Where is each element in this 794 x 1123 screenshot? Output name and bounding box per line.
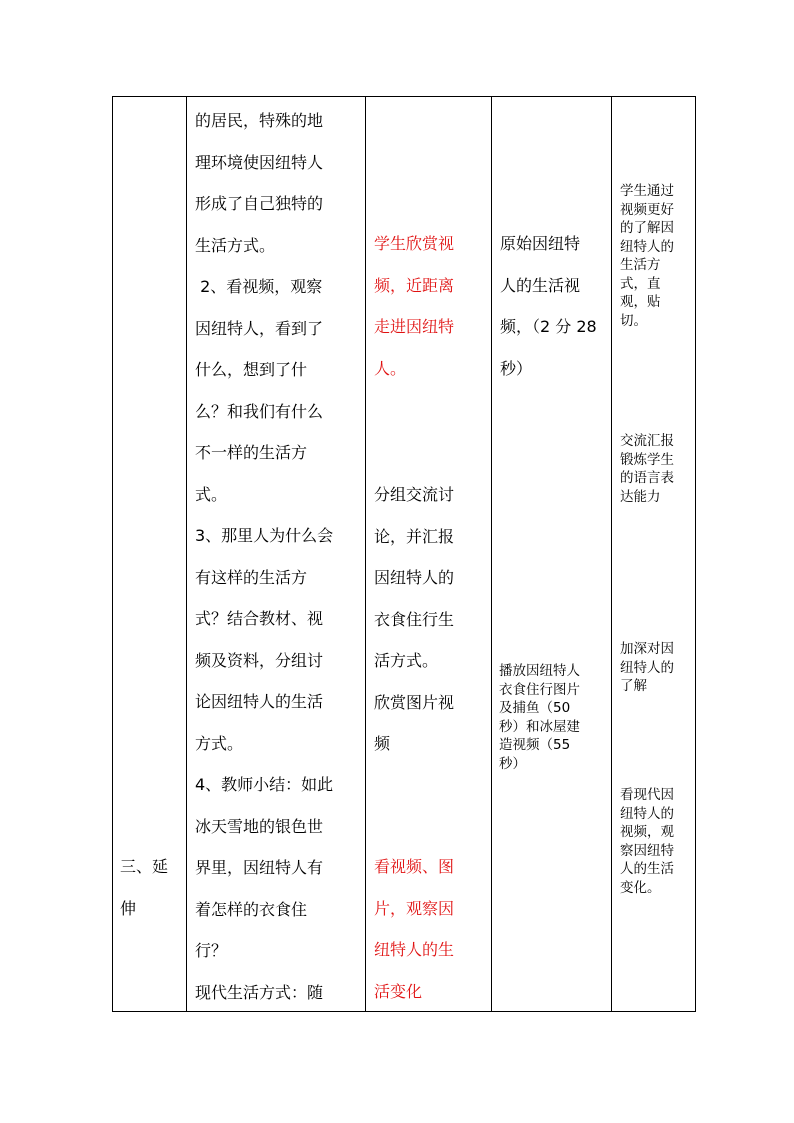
column-divider <box>491 97 492 1011</box>
intent-observe-modern-life: 看现代因 纽特人的 视频，观 察因纽特 人的生活 变化。 <box>620 787 674 896</box>
student-activity-watch-video: 学生欣赏视 频，近距离 走进因纽特 人。 <box>374 234 455 378</box>
stage-label: 三、延 伸 <box>120 857 169 918</box>
column-divider <box>365 97 366 1011</box>
student-activity-group-discussion: 分组交流讨 论，并汇报 因纽特人的 衣食住行生 活方式。 欣赏图片视 频 <box>374 485 455 753</box>
media-images-and-videos: 播放因纽特人 衣食住行图片 及捕鱼（50 秒）和冰屋建 造视频（55 秒） <box>499 663 580 772</box>
student-activity-observe-change: 看视频、图 片，观察因 纽特人的生 活变化 <box>374 857 455 1001</box>
teacher-activity-text: 的居民，特殊的地 理环境使因纽特人 形成了自己独特的 生活方式。 2、看视频，观察 因纽特人，看到了 什么，想到了什 么？和我们有什么 不一样的生活方 式。 3、那里人为什么会 有这样的生活方 式？结合教材、视 频及资料，分组讨 论因纽特人的生活 方式。 4、教师小结：如此 冰天雪地的银色世 界里，因纽特人有 着怎样的衣食住 行？ 现代生活方式：随 <box>195 111 334 1002</box>
lesson-plan-table <box>112 96 696 1012</box>
intent-video-understanding: 学生通过 视频更好 的了解因 纽特人的 生活方 式，直 观，贴 切。 <box>620 183 674 329</box>
column-divider <box>186 97 187 1011</box>
intent-language-expression: 交流汇报 锻炼学生 的语言表 达能力 <box>620 433 674 505</box>
column-divider <box>611 97 612 1011</box>
intent-deepen-understanding: 加深对因 纽特人的 了解 <box>620 641 674 694</box>
media-original-life-video: 原始因纽特 人的生活视 频，（2 分 28 秒） <box>500 234 597 378</box>
